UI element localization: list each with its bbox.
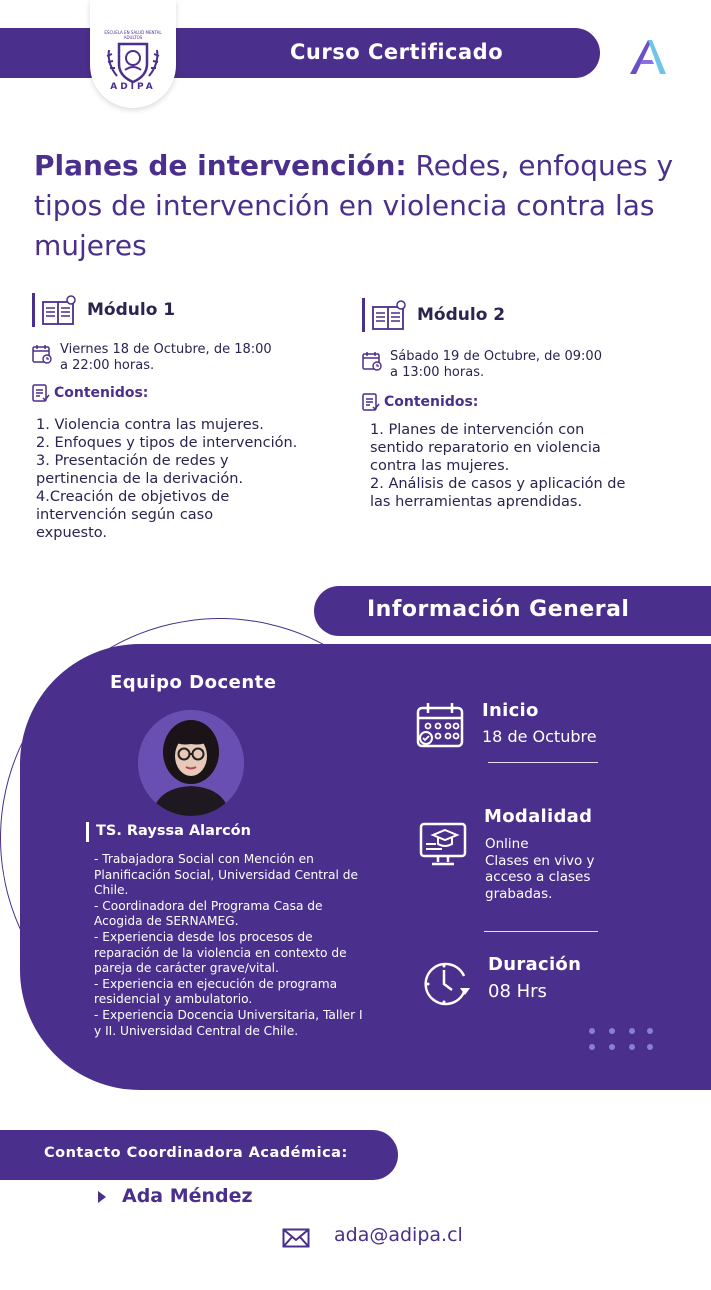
start-value: 18 de Octubre: [482, 727, 597, 746]
list-item: 1. Planes de intervención con sentido reparatorio en violencia contra las mujeres.: [370, 422, 601, 474]
bio-item: - Trabajadora Social con Mención en Planificación Social, Universidad Central de Chile.: [94, 852, 358, 898]
list-item: 3. Presentación de redes y pertinencia de la derivación.: [36, 453, 244, 487]
module-2-date-row: [362, 349, 662, 381]
mode-label: Modalidad: [484, 806, 593, 827]
teacher-name-bar: [86, 822, 89, 842]
clock-icon: [420, 958, 472, 1010]
module-2-title: Módulo 2: [417, 305, 506, 325]
module-2-header: [362, 297, 662, 333]
module-1-title: Módulo 1: [87, 300, 176, 320]
info-tab-title: Información General: [367, 597, 630, 622]
mail-icon: [282, 1228, 310, 1248]
checklist-icon: [362, 393, 380, 411]
list-item: 4.Creación de objetivos de intervención según caso expuesto.: [36, 489, 230, 541]
bio-item: - Experiencia Docencia Universitaria, Taller I y II. Universidad Central de Chile.: [94, 1007, 363, 1038]
bio-item: - Experiencia en ejecución de programa residencial y ambulatorio.: [94, 976, 338, 1007]
module-2-date: Sábado 19 de Octubre, de 09:00 a 13:00 horas.: [390, 349, 602, 380]
course-title-rest: Redes, enfoques y tipos de intervención en violencia contra las mujeres: [34, 149, 674, 262]
list-item: 1. Violencia contra las mujeres.: [36, 417, 264, 433]
book-lightbulb-icon: [371, 299, 407, 331]
calendar-icon: [32, 344, 52, 364]
contact-name: Ada Méndez: [122, 1185, 253, 1207]
logo-word: ADIPA: [110, 82, 156, 92]
module-bar: [362, 298, 365, 332]
calendar-icon: [414, 700, 466, 752]
mode-value: Online Clases en vivo y acceso a clases grabadas.: [485, 836, 595, 902]
bio-item: - Coordinadora del Programa Casa de Acogida de SERNAMEG.: [94, 898, 323, 929]
teacher-bio: [94, 852, 394, 1039]
module-2-contents-label: Contenidos:: [384, 394, 479, 410]
module-1: [32, 292, 332, 542]
header-title: Curso Certificado: [290, 40, 504, 64]
module-1-topics: [36, 416, 332, 542]
decorative-dots: [588, 1027, 658, 1051]
module-bar: [32, 293, 35, 327]
course-title: [34, 146, 674, 266]
module-1-contents-label: Contenidos:: [54, 385, 149, 401]
module-2-topics: [370, 421, 662, 511]
list-item: 2. Análisis de casos y aplicación de las herramientas aprendidas.: [370, 476, 626, 510]
divider: [484, 931, 598, 932]
module-1-contents-heading: [32, 384, 332, 402]
list-item: 2. Enfoques y tipos de intervención.: [36, 435, 298, 451]
logo-emblem-icon: [103, 40, 163, 84]
calendar-icon: [362, 351, 382, 371]
module-1-date-row: [32, 342, 332, 374]
logo-caption: ESCUELA EN SALUD MENTAL ADULTOS: [104, 30, 162, 40]
online-class-icon: [418, 818, 470, 870]
triangle-right-icon: [98, 1191, 106, 1203]
bio-item: - Experiencia desde los procesos de reparación de la violencia en contexto de pareja de carácter grave/vital.: [94, 929, 347, 976]
book-lightbulb-icon: [41, 294, 77, 326]
module-2: [362, 297, 662, 511]
checklist-icon: [32, 384, 50, 402]
course-title-bold: Planes de intervención:: [34, 149, 407, 182]
module-1-header: [32, 292, 332, 328]
duration-value: 08 Hrs: [488, 981, 547, 1002]
module-1-date: Viernes 18 de Octubre, de 18:00 a 22:00 horas.: [60, 342, 272, 373]
divider: [488, 762, 598, 763]
start-label: Inicio: [482, 700, 539, 721]
module-2-contents-heading: [362, 393, 662, 411]
contact-label: Contacto Coordinadora Académica:: [44, 1145, 348, 1161]
teacher-name: TS. Rayssa Alarcón: [96, 823, 251, 839]
brand-a-icon: [626, 34, 670, 78]
duration-label: Duración: [488, 954, 582, 975]
teacher-avatar: [138, 710, 244, 816]
teacher-portrait-icon: [138, 710, 244, 816]
contact-email[interactable]: ada@adipa.cl: [334, 1224, 463, 1246]
team-label: Equipo Docente: [110, 672, 277, 693]
